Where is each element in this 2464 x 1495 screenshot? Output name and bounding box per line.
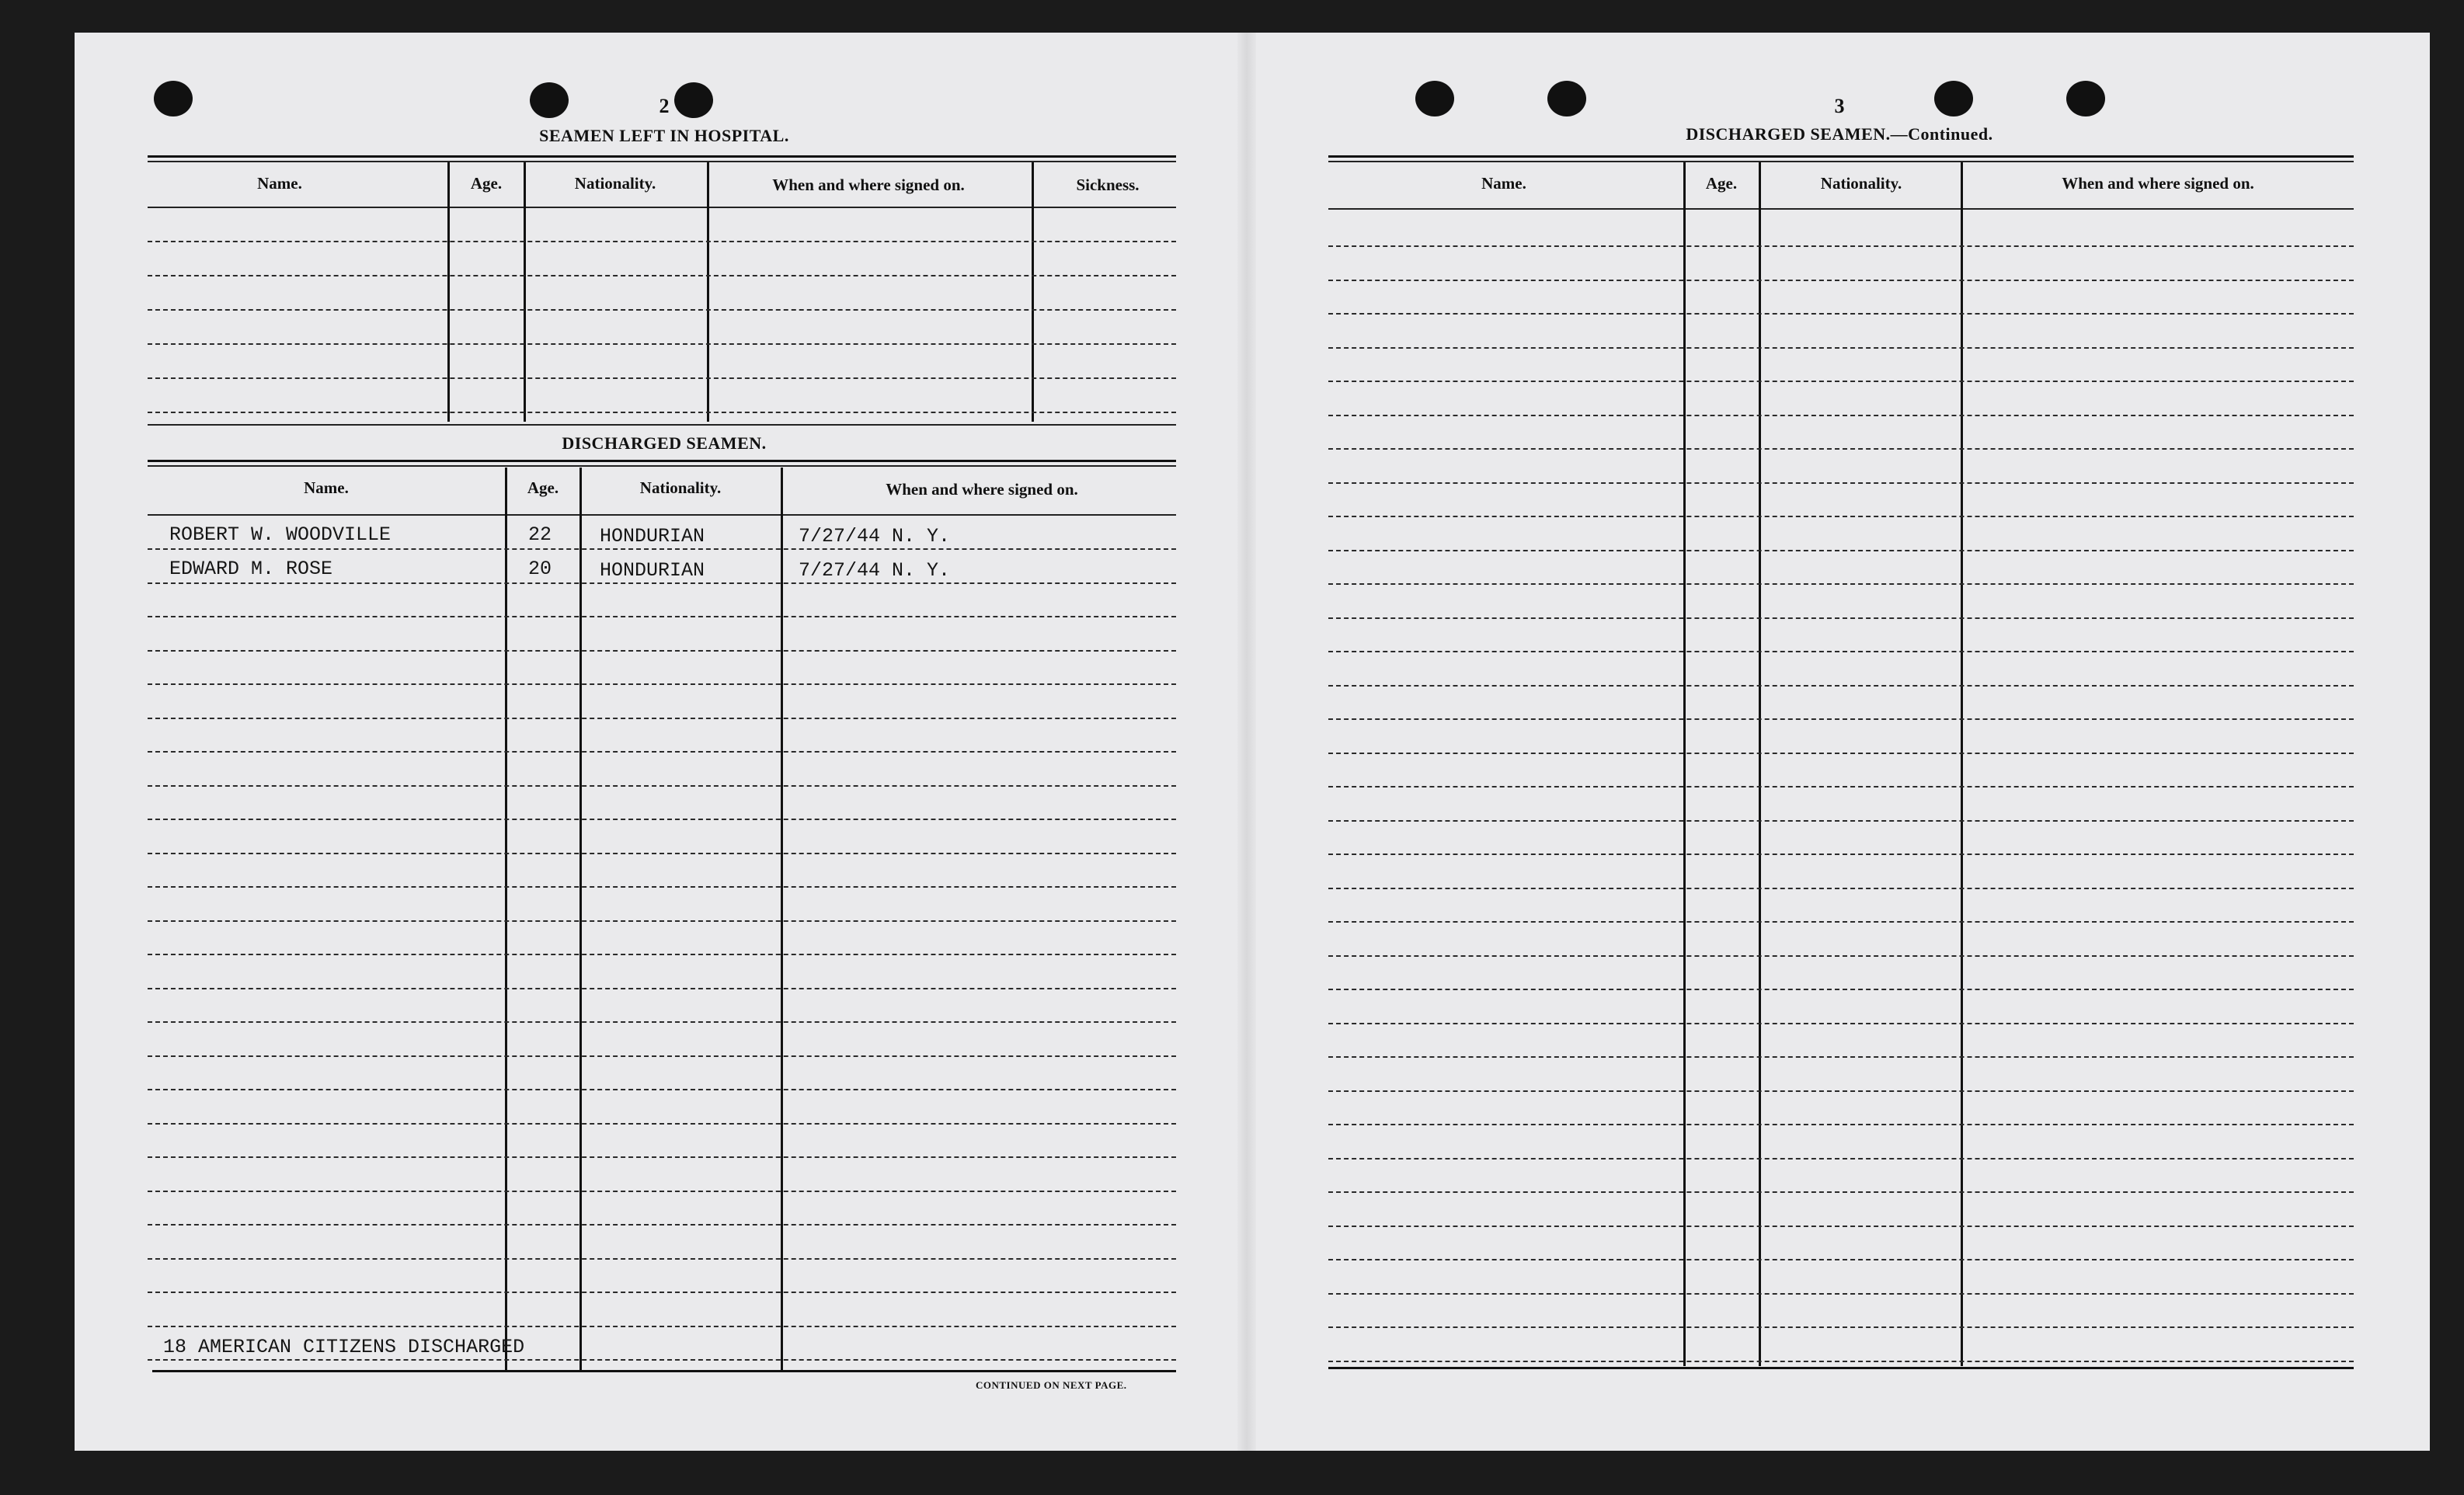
column-header-nationality: Nationality.	[574, 174, 656, 193]
column-header-name: Name.	[257, 174, 302, 193]
ruled-line	[1328, 347, 2354, 349]
ruled-line	[148, 1359, 1176, 1361]
ruled-line	[1328, 1158, 2354, 1159]
ruled-line	[148, 616, 1176, 617]
ruled-line	[1328, 786, 2354, 787]
rule	[148, 514, 1176, 516]
citizens-discharged-note: 18 AMERICAN CITIZENS DISCHARGED	[163, 1336, 525, 1358]
seaman-signed-on: 7/27/44 N. Y.	[799, 525, 951, 548]
column-header-nationality: Nationality.	[1820, 174, 1902, 193]
seaman-nationality: HONDURIAN	[600, 559, 705, 582]
ruled-line	[1328, 854, 2354, 855]
ruled-line	[1328, 820, 2354, 822]
rule	[152, 1370, 1176, 1372]
ruled-line	[1328, 1326, 2354, 1328]
ruled-line	[1328, 718, 2354, 720]
ruled-line	[148, 309, 1176, 311]
ruled-line	[148, 582, 1176, 584]
rule	[1328, 161, 2354, 162]
ruled-line	[148, 1258, 1176, 1260]
discharged-section-title: DISCHARGED SEAMEN.	[562, 433, 767, 453]
ruled-line	[1328, 415, 2354, 416]
seaman-nationality: HONDURIAN	[600, 525, 705, 548]
ruled-line	[1328, 685, 2354, 687]
seaman-name: EDWARD M. ROSE	[169, 558, 333, 580]
ruled-line	[148, 954, 1176, 955]
ruled-line	[1328, 1226, 2354, 1227]
ruled-line	[148, 751, 1176, 753]
ruled-line	[1328, 617, 2354, 619]
ruled-line	[1328, 1090, 2354, 1092]
ruled-line	[148, 1021, 1176, 1023]
ruled-line	[1328, 1361, 2354, 1362]
column-header-name: Name.	[1481, 174, 1526, 193]
ruled-line	[148, 920, 1176, 922]
column-header-age: Age.	[1705, 174, 1738, 193]
ruled-line	[1328, 245, 2354, 247]
ruled-line	[1328, 651, 2354, 652]
ruled-line	[148, 1326, 1176, 1327]
page-number: 3	[1834, 95, 1845, 117]
punch-hole	[1547, 81, 1586, 116]
column-divider	[1961, 162, 1963, 1366]
ruled-line	[148, 886, 1176, 888]
ruled-line	[1328, 989, 2354, 990]
column-header-signed-on: When and where signed on.	[886, 480, 1078, 499]
ruled-line	[1328, 1056, 2354, 1058]
column-header-nationality: Nationality.	[639, 478, 722, 497]
rule	[148, 460, 1176, 462]
rule	[148, 465, 1176, 467]
column-divider	[1759, 162, 1761, 1366]
ruled-line	[148, 1055, 1176, 1057]
ruled-line	[148, 650, 1176, 652]
seaman-age: 22	[528, 523, 552, 546]
column-divider	[447, 162, 450, 422]
column-header-age: Age.	[527, 478, 559, 497]
continued-note: CONTINUED ON NEXT PAGE.	[976, 1379, 1127, 1391]
column-divider	[781, 468, 783, 1370]
column-divider	[1683, 162, 1686, 1366]
ruled-line	[1328, 888, 2354, 889]
ruled-line	[1328, 753, 2354, 754]
punch-hole	[1934, 81, 1973, 116]
ruled-line	[148, 241, 1176, 242]
seaman-signed-on: 7/27/44 N. Y.	[799, 559, 951, 582]
page-fold	[1237, 33, 1256, 1451]
discharged-continued-title: DISCHARGED SEAMEN.—Continued.	[1686, 124, 1993, 144]
hospital-section-title: SEAMEN LEFT IN HOSPITAL.	[539, 126, 789, 145]
ruled-line	[148, 1191, 1176, 1192]
ruled-line	[148, 1156, 1176, 1158]
ruled-line	[1328, 1124, 2354, 1125]
ruled-line	[148, 683, 1176, 685]
column-divider	[505, 468, 507, 1370]
ruled-line	[148, 1089, 1176, 1090]
ruled-line	[148, 412, 1176, 413]
ruled-line	[148, 718, 1176, 719]
ruled-line	[148, 377, 1176, 379]
punch-hole	[2066, 81, 2105, 116]
ruled-line	[1328, 583, 2354, 585]
page-number: 2	[659, 95, 670, 117]
rule	[1328, 1367, 2354, 1369]
ruled-line	[1328, 280, 2354, 281]
ruled-line	[148, 819, 1176, 820]
ruled-line	[148, 1123, 1176, 1125]
ruled-line	[1328, 482, 2354, 484]
column-divider	[1032, 162, 1034, 422]
ruled-line	[1328, 1293, 2354, 1295]
column-header-signed-on: When and where signed on.	[772, 176, 965, 194]
rule	[148, 161, 1176, 162]
ruled-line	[148, 853, 1176, 854]
ruled-line	[1328, 550, 2354, 551]
ruled-line	[148, 275, 1176, 276]
ruled-line	[1328, 921, 2354, 923]
column-header-age: Age.	[470, 174, 503, 193]
column-header-name: Name.	[304, 478, 349, 497]
rule	[1328, 208, 2354, 210]
ruled-line	[1328, 313, 2354, 315]
rule	[148, 155, 1176, 158]
ruled-line	[148, 343, 1176, 345]
punch-hole	[1415, 81, 1454, 116]
ruled-line	[148, 785, 1176, 787]
punch-hole	[154, 81, 193, 116]
ruled-line	[148, 1292, 1176, 1293]
ruled-line	[1328, 516, 2354, 517]
rule	[148, 424, 1176, 426]
rule	[1328, 155, 2354, 158]
punch-hole	[674, 82, 713, 118]
ruled-line	[1328, 1259, 2354, 1260]
punch-hole	[530, 82, 569, 118]
ruled-line	[1328, 381, 2354, 382]
seaman-name: ROBERT W. WOODVILLE	[169, 523, 392, 546]
column-divider	[707, 162, 709, 422]
ruled-line	[1328, 955, 2354, 957]
ruled-line	[1328, 1191, 2354, 1193]
ruled-line	[148, 548, 1176, 550]
column-divider	[524, 162, 526, 422]
ruled-line	[148, 1224, 1176, 1226]
ruled-line	[1328, 1023, 2354, 1024]
ruled-line	[1328, 448, 2354, 450]
column-header-sickness: Sickness.	[1076, 176, 1140, 194]
ruled-line	[148, 988, 1176, 989]
seaman-age: 20	[528, 558, 552, 580]
column-divider	[579, 468, 582, 1370]
column-header-signed-on: When and where signed on.	[2062, 174, 2254, 193]
rule	[148, 207, 1176, 208]
